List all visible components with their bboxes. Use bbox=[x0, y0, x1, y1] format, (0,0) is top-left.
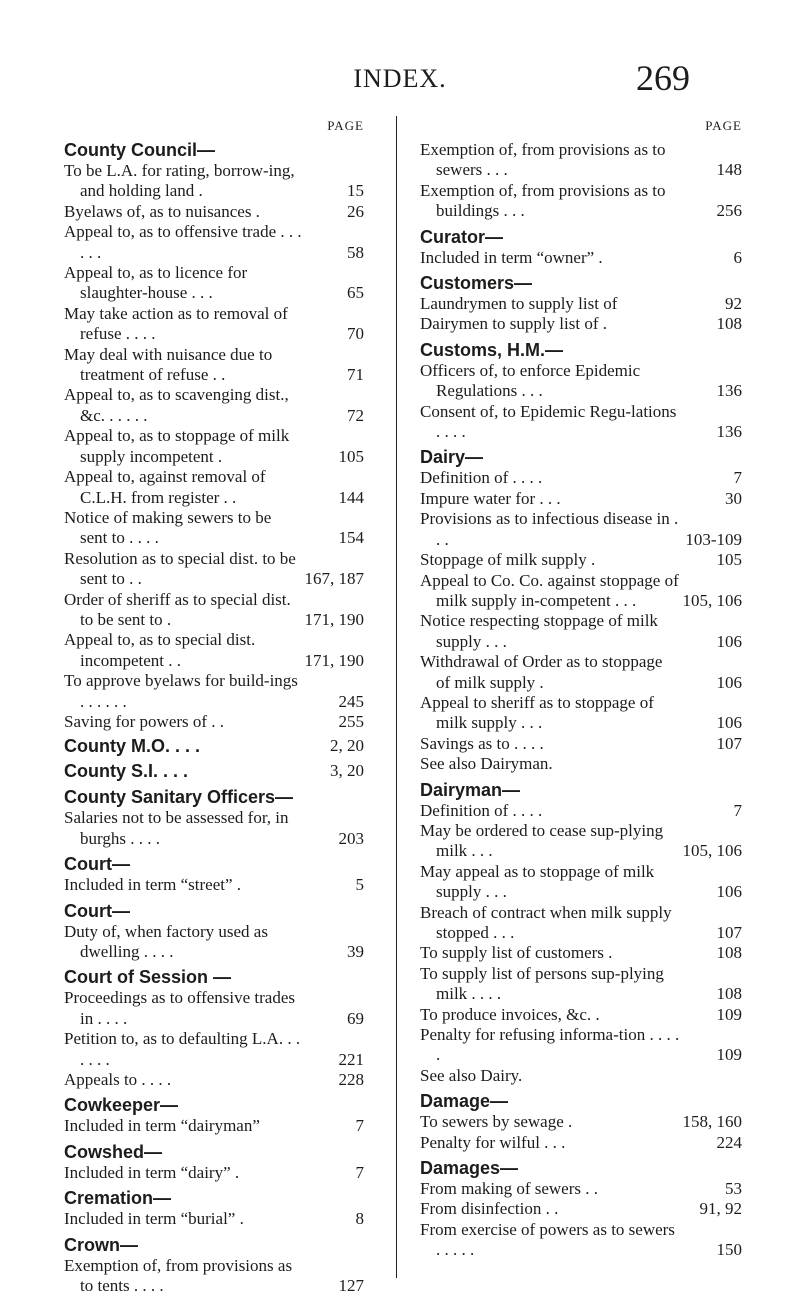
entry-text: Officers of, to enforce Epidemic Regulations . . . bbox=[420, 360, 641, 401]
index-entry bbox=[420, 489, 742, 509]
index-entry bbox=[420, 611, 742, 652]
entry-text: Exemption of, from provisions as to sewers . . . bbox=[420, 140, 666, 180]
entry-text: Petition to, as to defaulting L.A. . . . . . . bbox=[64, 1029, 301, 1069]
index-entry bbox=[420, 294, 742, 314]
section-heading: Customers— bbox=[420, 273, 533, 294]
index-section bbox=[420, 340, 742, 443]
entry-text: Penalty for wilful . . . bbox=[420, 1132, 566, 1152]
index-section bbox=[64, 854, 364, 895]
entry-text: Exemption of, from provisions as to buildings . . . bbox=[420, 180, 666, 221]
index-entry bbox=[420, 1025, 742, 1066]
page-reference: 6 bbox=[733, 247, 742, 267]
index-section bbox=[420, 447, 742, 774]
page-reference: 107 bbox=[716, 733, 742, 753]
entry-text: May be ordered to cease sup-plying milk . . . bbox=[420, 820, 664, 861]
index-section bbox=[64, 1095, 364, 1136]
index-entry bbox=[420, 1112, 742, 1132]
page-reference: 30 bbox=[725, 488, 742, 508]
index-entry bbox=[64, 1029, 364, 1070]
entry-text: Breach of contract when milk supply stopped . . . bbox=[420, 902, 672, 942]
entry-text: Included in term “burial” . bbox=[64, 1209, 244, 1229]
index-entry bbox=[420, 1005, 742, 1025]
page-reference: 5 bbox=[355, 875, 364, 895]
index-section bbox=[64, 1142, 364, 1183]
page-reference: 221 bbox=[338, 1049, 364, 1069]
page-reference: 224 bbox=[716, 1132, 742, 1152]
entry-text: Order of sheriff as to special dist. to be sent to . bbox=[64, 589, 291, 629]
entry-text: From making of sewers . . bbox=[420, 1179, 599, 1199]
section-heading: Dairy— bbox=[420, 447, 484, 468]
page-reference: 72 bbox=[347, 405, 364, 425]
index-heading-entry bbox=[64, 735, 364, 757]
page-reference: 7 bbox=[355, 1162, 364, 1182]
index-entry bbox=[420, 801, 742, 821]
page-reference: 2, 20 bbox=[330, 736, 364, 756]
index-entry bbox=[420, 402, 742, 443]
entry-text: Definition of . . . . bbox=[420, 800, 543, 820]
page-reference: 108 bbox=[716, 314, 742, 334]
section-heading: Cowkeeper— bbox=[64, 1095, 179, 1116]
page-reference: 228 bbox=[338, 1070, 364, 1090]
index-section bbox=[64, 1235, 364, 1296]
entry-text: Appeal to Co. Co. against stoppage of milk supply in-competent . . . bbox=[420, 570, 679, 610]
page-reference: 148 bbox=[716, 160, 742, 180]
index-entry bbox=[420, 693, 742, 734]
page-reference: 8 bbox=[355, 1209, 364, 1229]
page-reference: 107 bbox=[716, 923, 742, 942]
index-entry bbox=[64, 549, 364, 590]
entry-text: Appeal to, as to stoppage of milk supply incompetent . bbox=[64, 426, 290, 466]
page-reference: 105 bbox=[338, 446, 364, 466]
page-reference: 106 bbox=[716, 882, 742, 902]
page-reference: 3, 20 bbox=[330, 761, 364, 781]
index-entry bbox=[64, 467, 364, 508]
entry-text: Included in term “street” . bbox=[64, 875, 242, 895]
entry-text: To approve byelaws for build-ings . . . . . . bbox=[64, 671, 298, 711]
page-number: 269 bbox=[636, 58, 690, 98]
page-reference: 203 bbox=[338, 828, 364, 848]
page-column-label: PAGE bbox=[327, 118, 364, 133]
section-heading: Court— bbox=[64, 900, 130, 921]
page-reference: 109 bbox=[716, 1004, 742, 1024]
entry-text: Exemption of, from provisions as to tents . . . . bbox=[64, 1255, 293, 1296]
page-reference: 53 bbox=[725, 1179, 742, 1199]
index-entry bbox=[64, 590, 364, 631]
entry-text: To sewers by sewage . bbox=[420, 1112, 573, 1132]
index-entry bbox=[64, 222, 364, 263]
entry-text: From exercise of powers as to sewers . . . . . bbox=[420, 1219, 675, 1260]
page-reference: 92 bbox=[725, 294, 742, 314]
entry-text: From disinfection . . bbox=[420, 1199, 559, 1219]
page-reference: 150 bbox=[716, 1240, 742, 1260]
page-reference: 39 bbox=[347, 942, 364, 961]
index-entry bbox=[64, 1070, 364, 1090]
page-reference: 245 bbox=[338, 691, 364, 711]
entry-text: Appeal to, as to scavenging dist., &c. . . . . . bbox=[64, 385, 289, 425]
page-reference: 256 bbox=[716, 201, 742, 221]
running-title: INDEX. bbox=[353, 64, 447, 93]
index-entry bbox=[64, 161, 364, 202]
index-entry bbox=[64, 1116, 364, 1136]
index-section bbox=[64, 1188, 364, 1229]
entry-text: Appeal to, as to special dist. incompetent . . bbox=[64, 630, 256, 670]
entry-text: To supply list of customers . bbox=[420, 943, 613, 963]
page-reference: 105, 106 bbox=[682, 590, 742, 610]
index-entry bbox=[64, 988, 364, 1029]
entry-text: May appeal as to stoppage of milk supply . . . bbox=[420, 861, 655, 902]
entry-text: Penalty for refusing informa-tion . . . . . bbox=[420, 1025, 680, 1065]
page-reference: 108 bbox=[716, 943, 742, 963]
index-entry bbox=[420, 550, 742, 570]
index-entry bbox=[420, 1220, 742, 1261]
entry-text: Notice respecting stoppage of milk supply . . . bbox=[420, 611, 658, 651]
column-divider bbox=[396, 116, 397, 1278]
index-entry bbox=[420, 509, 742, 550]
index-section bbox=[64, 901, 364, 963]
index-section bbox=[64, 967, 364, 1090]
entry-text: Duty of, when factory used as dwelling . . . . bbox=[64, 921, 268, 961]
entry-text: Salaries not to be assessed for, in burghs . . . . bbox=[64, 808, 289, 848]
page-reference: 167, 187 bbox=[304, 569, 364, 589]
page-reference: 106 bbox=[716, 672, 742, 692]
entry-text: Included in term “dairy” . bbox=[64, 1162, 240, 1182]
entry-text: Appeal to, against removal of C.L.H. from register . . bbox=[64, 467, 266, 507]
page-header bbox=[0, 0, 800, 110]
page-reference: 7 bbox=[355, 1116, 364, 1136]
index-section bbox=[64, 787, 364, 849]
page-reference: 108 bbox=[716, 984, 742, 1004]
index-entry bbox=[420, 652, 742, 693]
page-reference: 136 bbox=[716, 381, 742, 401]
section-heading: Court of Session — bbox=[64, 967, 232, 988]
entry-text: Appeal to, as to offensive trade . . . . . . bbox=[64, 222, 302, 262]
section-heading: Cremation— bbox=[64, 1188, 172, 1209]
entry-text: Definition of . . . . bbox=[420, 468, 543, 488]
page-reference: 91, 92 bbox=[699, 1199, 742, 1219]
section-heading: Damages— bbox=[420, 1158, 519, 1179]
entry-text: To produce invoices, &c. . bbox=[420, 1004, 600, 1024]
entry-text: Proceedings as to offensive trades in . . . . bbox=[64, 988, 296, 1028]
section-heading: Damage— bbox=[420, 1091, 509, 1112]
entry-text: May deal with nuisance due to treatment of refuse . . bbox=[64, 344, 273, 385]
entry-text: Laundrymen to supply list of bbox=[420, 294, 618, 314]
entry-text: Saving for powers of . . bbox=[64, 711, 225, 731]
section-heading: Curator— bbox=[420, 226, 504, 247]
page-reference: 144 bbox=[338, 487, 364, 507]
page-reference: 69 bbox=[347, 1008, 364, 1028]
cross-reference bbox=[420, 1066, 742, 1086]
entry-text: Impure water for . . . bbox=[420, 488, 561, 508]
index-entry bbox=[420, 248, 742, 268]
entry-text: Included in term “dairyman” bbox=[64, 1116, 260, 1136]
page-reference: 7 bbox=[733, 468, 742, 488]
index-entry bbox=[64, 304, 364, 345]
entry-text: Appeal to, as to licence for slaughter-house . . . bbox=[64, 263, 248, 303]
page-reference: 158, 160 bbox=[682, 1112, 742, 1132]
entry-text: May take action as to removal of refuse . . . . bbox=[64, 303, 288, 344]
entry-text: Appeal to sheriff as to stoppage of milk supply . . . bbox=[420, 692, 654, 733]
entry-text: Appeals to . . . . bbox=[64, 1070, 172, 1090]
index-entry bbox=[420, 1179, 742, 1199]
page-reference: 71 bbox=[347, 365, 364, 385]
heading-text: County M.O. . . . bbox=[64, 736, 200, 757]
index-section bbox=[420, 780, 742, 1087]
entry-text: Notice of making sewers to be sent to . . . . bbox=[64, 507, 272, 548]
index-section bbox=[420, 140, 742, 222]
page-reference: 103-109 bbox=[685, 529, 742, 549]
index-entry bbox=[420, 468, 742, 488]
index-entry bbox=[64, 922, 364, 963]
section-heading: Crown— bbox=[64, 1234, 138, 1255]
entry-text: See also Dairyman. bbox=[420, 754, 553, 774]
index-entry bbox=[64, 712, 364, 732]
index-entry bbox=[64, 1163, 364, 1183]
index-entry bbox=[64, 1256, 364, 1296]
page-reference: 109 bbox=[716, 1045, 742, 1065]
section-heading: Court— bbox=[64, 854, 130, 875]
entry-text: Dairymen to supply list of . bbox=[420, 314, 607, 334]
entry-text: To supply list of persons sup-plying milk . . . . bbox=[420, 963, 664, 1004]
section-heading: Cowshed— bbox=[64, 1141, 163, 1162]
section-heading: Customs, H.M.— bbox=[420, 339, 564, 360]
index-entry bbox=[420, 903, 742, 944]
index-entry bbox=[64, 345, 364, 386]
page-reference: 105, 106 bbox=[682, 841, 742, 861]
index-heading-entry bbox=[64, 760, 364, 782]
section-heading: County Sanitary Officers— bbox=[64, 787, 294, 808]
index-entry bbox=[420, 181, 742, 222]
index-entry bbox=[420, 314, 742, 334]
index-section bbox=[420, 227, 742, 268]
index-entry bbox=[64, 1209, 364, 1229]
index-entry bbox=[64, 426, 364, 467]
index-entry bbox=[420, 1133, 742, 1153]
index-entry bbox=[64, 202, 364, 222]
section-heading: County Council— bbox=[64, 140, 215, 160]
page-reference: 106 bbox=[716, 713, 742, 733]
index-entry bbox=[420, 1199, 742, 1219]
section-heading: Dairyman— bbox=[420, 779, 521, 800]
page-reference: 15 bbox=[347, 181, 364, 201]
entry-text: Withdrawal of Order as to stoppage of milk supply . bbox=[420, 652, 663, 692]
index-entry bbox=[64, 875, 364, 895]
index-section bbox=[64, 140, 364, 732]
entry-text: See also Dairy. bbox=[420, 1065, 523, 1085]
index-section bbox=[420, 1158, 742, 1261]
page-reference: 136 bbox=[716, 422, 742, 442]
index-entry bbox=[64, 630, 364, 671]
index-entry bbox=[420, 361, 742, 402]
entry-text: Stoppage of milk supply . bbox=[420, 550, 596, 570]
page-reference: 171, 190 bbox=[304, 609, 364, 629]
index-entry bbox=[420, 821, 742, 862]
index-entry bbox=[64, 508, 364, 549]
page-column-label: PAGE bbox=[705, 118, 742, 133]
entry-text: Provisions as to infectious disease in . . . bbox=[420, 509, 679, 549]
index-entry bbox=[64, 671, 364, 712]
page-reference: 106 bbox=[716, 631, 742, 651]
page-reference: 70 bbox=[347, 324, 364, 344]
page-reference: 255 bbox=[338, 711, 364, 731]
entry-text: Consent of, to Epidemic Regu-lations . . . . bbox=[420, 401, 677, 442]
page-reference: 26 bbox=[347, 201, 364, 221]
index-entry bbox=[420, 140, 742, 181]
index-entry bbox=[64, 385, 364, 426]
heading-text: County S.I. . . . bbox=[64, 761, 189, 782]
page-reference: 105 bbox=[716, 550, 742, 570]
index-entry bbox=[420, 862, 742, 903]
entry-text: To be L.A. for rating, borrow-ing, and holding land . bbox=[64, 161, 295, 201]
index-entry bbox=[420, 964, 742, 1005]
index-entry bbox=[64, 263, 364, 304]
index-entry bbox=[64, 808, 364, 849]
page-reference: 7 bbox=[733, 800, 742, 820]
index-column-left bbox=[64, 118, 364, 1296]
index-entry bbox=[420, 734, 742, 754]
index-column-right bbox=[420, 118, 742, 1261]
index-entry bbox=[420, 571, 742, 612]
entry-text: Savings as to . . . . bbox=[420, 733, 544, 753]
page-reference: 154 bbox=[338, 528, 364, 548]
page-reference: 127 bbox=[338, 1276, 364, 1296]
entry-text: Byelaws of, as to nuisances . bbox=[64, 201, 260, 221]
entry-text: Resolution as to special dist. to be sent to . . bbox=[64, 548, 296, 589]
cross-reference bbox=[420, 754, 742, 774]
index-section bbox=[420, 1091, 742, 1153]
page-reference: 171, 190 bbox=[304, 650, 364, 670]
page-reference: 65 bbox=[347, 283, 364, 303]
entry-text: Included in term “owner” . bbox=[420, 247, 603, 267]
index-entry bbox=[420, 943, 742, 963]
index-section bbox=[420, 273, 742, 335]
page-reference: 58 bbox=[347, 242, 364, 262]
